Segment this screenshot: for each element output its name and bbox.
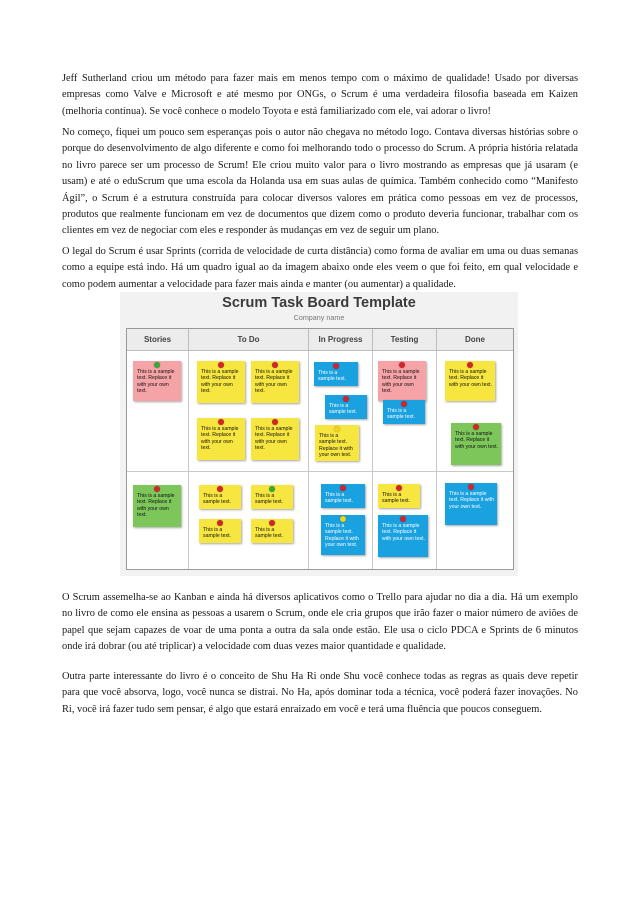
pin-icon <box>333 363 339 369</box>
note-text: This is a sample text. Replace it with your own text. <box>255 426 293 452</box>
note-text: This is a sample text. Replace it with your own text. <box>137 493 175 519</box>
note-text: This is a sample text. Replace it with your own text. <box>449 491 494 510</box>
sticky-note <box>197 361 245 403</box>
note-text: This is a sample text. Replace it with your own text. <box>319 433 353 459</box>
note-text: This is a sample text. Replace it with your own text. <box>449 369 492 388</box>
sticky-note <box>445 361 495 401</box>
pin-icon <box>473 424 479 430</box>
pin-icon <box>343 396 349 402</box>
note-text: This is a sample text. <box>329 403 357 416</box>
sticky-note <box>383 400 425 424</box>
pin-icon <box>154 486 160 492</box>
pin-icon <box>340 516 346 522</box>
pin-icon <box>399 362 405 368</box>
sticky-note <box>378 484 420 508</box>
sticky-note <box>325 395 367 419</box>
column-header-stories: Stories <box>127 329 189 351</box>
note-text: This is a sample text. <box>203 493 231 506</box>
paragraph-shu-ha-ri: Outra parte interessante do livro é o conceito de Shu Ha Ri onde Shu você conhece todas as regras as quais deve repetir para que você absorva, logo, você nunca se distrai. No Ha, após dominar toda a técnica, você poderá fazer inovações. No Ri, você irá fazer tudo sem pensar, é algo que estará enraizado em você e terá uma fluência que poucos conseguem. <box>62 671 578 715</box>
column-header-testing: Testing <box>373 329 437 351</box>
column-header-done: Done <box>437 329 513 351</box>
pin-icon <box>396 485 402 491</box>
sticky-note <box>378 361 426 401</box>
sticky-note <box>321 515 365 555</box>
pin-icon <box>154 362 160 368</box>
pin-icon <box>217 520 223 526</box>
pin-icon <box>401 401 407 407</box>
pin-icon <box>272 362 278 368</box>
column-divider <box>308 351 309 569</box>
pin-icon <box>218 419 224 425</box>
sticky-note <box>251 485 293 509</box>
sticky-note <box>378 515 428 557</box>
pin-icon <box>218 362 224 368</box>
pin-icon <box>269 486 275 492</box>
paragraph-kanban: O Scrum assemelha-se ao Kanban e ainda há diversos aplicativos como o Trello para ajudar no dia a dia. Há um exemplo no livro de como ele ensina as pessoas a usarem o Scrum, onde ele cria grupos que irão fazer o maior número de aviões de papel que sejam capazes de voar de uma ponta a outra da sala onde estão. Ele usa o ciclo PDCA e Sprints de 6 minutos onde irá dobrar (ou até triplicar) a velocidade com duas vezes maior quantidade e qualidade. <box>62 592 578 653</box>
sticky-note <box>133 485 181 527</box>
board-title: Scrum Task Board Template <box>222 295 416 311</box>
pin-icon <box>340 485 346 491</box>
note-text: This is a sample text. <box>387 408 415 421</box>
note-text: This is a sample text. Replace it with your own text. <box>325 523 359 549</box>
column-header-in-progress: In Progress <box>309 329 373 351</box>
sticky-note <box>315 425 359 461</box>
sticky-note <box>251 418 299 460</box>
pin-icon <box>467 362 473 368</box>
pin-icon <box>217 486 223 492</box>
sticky-note <box>133 361 181 401</box>
sticky-note <box>199 519 241 543</box>
pin-icon <box>269 520 275 526</box>
scrum-task-board-image <box>120 292 518 576</box>
board-grid <box>126 328 514 570</box>
column-header-todo: To Do <box>189 329 309 351</box>
sticky-note <box>451 423 501 465</box>
note-text: This is a sample text. <box>318 370 346 383</box>
paragraph-intro: Jeff Sutherland criou um método para fazer mais em menos tempo com o máximo de qualidade! Usado por diversas empresas como Valve e Microsoft e até mesmo por ONGs, o Scrum é uma verdadeira filosofia baseada em Kaizen (melhoria contínua). Se você conhece o modelo Toyota e está familiarizado com ele, vai adorar o livro! <box>62 73 578 117</box>
board-subtitle: Company name <box>293 313 345 322</box>
note-text: This is a sample text. <box>382 492 410 505</box>
note-text: This is a sample text. <box>203 527 231 540</box>
note-text: This is a sample text. <box>255 527 283 540</box>
column-divider <box>188 351 189 569</box>
note-text: This is a sample text. <box>325 492 353 505</box>
column-divider <box>436 351 437 569</box>
pin-icon <box>468 484 474 490</box>
note-text: This is a sample text. Replace it with your own text. <box>201 369 239 395</box>
note-text: This is a sample text. Replace it with your own text. <box>382 523 425 542</box>
column-divider <box>372 351 373 569</box>
note-text: This is a sample text. Replace it with your own text. <box>137 369 175 395</box>
note-text: This is a sample text. Replace it with your own text. <box>255 369 293 395</box>
sticky-note <box>321 484 365 508</box>
row-divider <box>127 471 513 472</box>
paragraph-sprints: O legal do Scrum é usar Sprints (corrida de velocidade de curta distância) como forma de avaliar em uma ou duas semanas como a equipe está indo. Há um quadro igual ao da imagem abaixo onde eles veem o que foi feito, em qual velocidade e como podem aumentar a velocidade para fazer mais ainda e manter (ou aumentar) a qualidade. <box>62 246 578 290</box>
pin-icon <box>334 426 340 432</box>
pin-icon <box>400 516 406 522</box>
note-text: This is a sample text. Replace it with your own text. <box>201 426 239 452</box>
note-text: This is a sample text. Replace it with your own text. <box>455 431 498 450</box>
note-text: This is a sample text. Replace it with your own text. <box>382 369 420 395</box>
sticky-note <box>199 485 241 509</box>
sticky-note <box>251 361 299 403</box>
sticky-note <box>314 362 358 386</box>
paragraph-history: No começo, fiquei um pouco sem esperanças pois o autor não chegava no método logo. Contava diversas histórias sobre o porque do desenvolvimento de algo diferente e como foi melhorando todo o processo do Scrum. A própria história relatada no livro parece ser um processo de Scrum! Ele criou muito valor para o livro mostrando as empresas que já usaram (e usam) e até o eduScrum que uma escola da Holanda usa em suas aulas de química. Também conhecido como “Manifesto Ágil”, o Scrum é a estrutura construída para colocar diversos valores em prática como pessoas em vez de processos, produtos que realmente funcionam em vez de documentos que dizem como o produto deveria funcionar, trabalhar com os clientes em vez de negociar com eles e responder às mudanças em vez de seguir um plano. <box>62 127 578 237</box>
pin-icon <box>272 419 278 425</box>
note-text: This is a sample text. <box>255 493 283 506</box>
sticky-note <box>445 483 497 525</box>
sticky-note <box>197 418 245 460</box>
sticky-note <box>251 519 293 543</box>
